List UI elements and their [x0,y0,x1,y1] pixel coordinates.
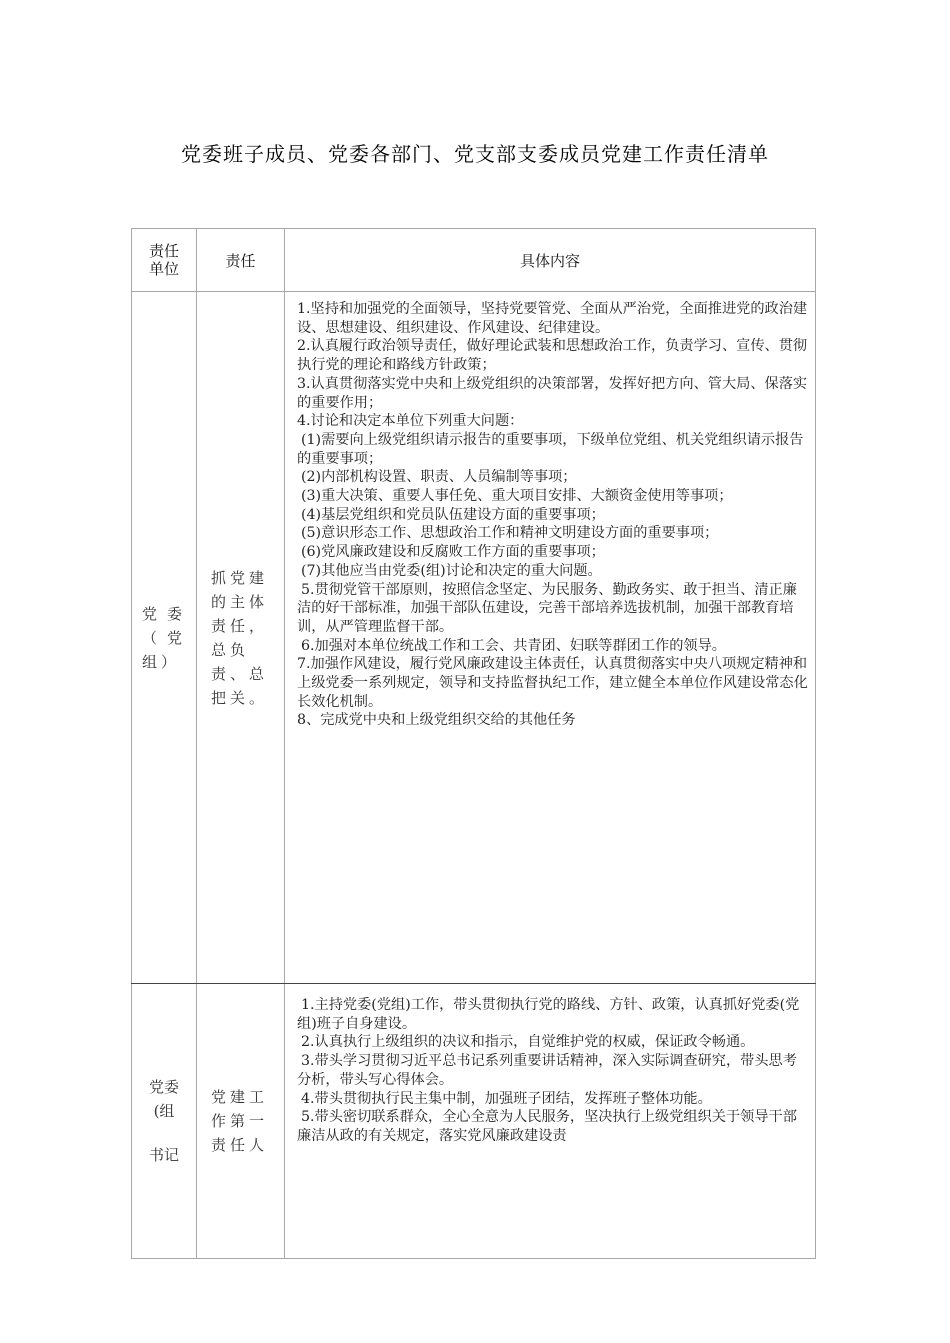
header-unit-line1: 责任 [148,242,179,260]
content-subitem: (4)基层党组织和党员队伍建设方面的重要事项； [301,506,605,523]
content-subitem: (3)重大决策、重要人事任免、重大项目安排、大额资金使用等事项； [301,488,733,505]
unit-cell [132,292,197,984]
content-cell [285,984,816,1259]
content-item: 8、完成党中央和上级党组织交给的其他任务 [297,712,576,729]
content-item: 5.贯彻党管干部原则，按照信念坚定、为民服务、勤政务实、敢于担当、清正廉洁的好干部标准，加强干部队伍建设，完善干部培养选拔机制，加强干部教育培训，从严管理监督干部。 [297,581,797,635]
content-item: 5.带头密切联系群众，全心全意为人民服务，坚决执行上级党组织关于领导干部廉洁从政的有关规定，落实党风廉政建设责 [297,1109,797,1144]
content-item: 2.认真执行上级组织的决议和指示，自觉维护党的权威，保证政令畅通。 [301,1034,755,1051]
content-subitem: (2)内部机构设置、职责、人员编制等事项； [301,469,577,486]
responsibility-table [131,228,816,1259]
content-item: 4.讨论和决定本单位下列重大问题： [297,413,524,430]
header-content: 具体内容 [285,229,816,292]
content-subitem: (1)需要向上级党组织请示报告的重要事项，下级单位党组、机关党组织请示报告的重要事项； [297,431,804,467]
content-cell [285,292,816,984]
header-unit-line2: 单位 [148,260,179,278]
content-subitem: (7)其他应当由党委(组)讨论和决定的重大问题。 [301,562,602,579]
content-item: 2.认真履行政治领导责任，做好理论武装和思想政治工作，负责学习、宣传、贯彻执行党的理论和路线方针政策； [297,338,808,374]
table-header-row [132,229,816,292]
header-unit [132,229,197,292]
content-subitem: (6)党风廉政建设和反腐败工作方面的重要事项； [301,544,605,561]
table-row [132,292,816,984]
content-item: 1.主持党委(党组)工作，带头贯彻执行党的路线、方针、政策，认真抓好党委(党组)班子自身建设。 [297,997,800,1032]
content-item: 7.加强作风建设，履行党风廉政建设主体责任，认真贯彻落实中央八项规定精神和上级党委一系列规定，领导和支持监督执纪工作，建立健全本单位作风建设常态化长效化机制。 [297,656,808,710]
content-subitem: (5)意识形态工作、思想政治工作和精神文明建设方面的重要事项； [301,525,719,542]
content-item: 6.加强对本单位统战工作和工会、共青团、妇联等群团工作的领导。 [301,637,726,654]
content-item: 1.坚持和加强党的全面领导，坚持党要管党、全面从严治党，全面推进党的政治建设、思想建设、组织建设、作风建设、纪律建设。 [297,301,808,336]
responsibility-cell: 党建工作第一责任人 [197,984,285,1259]
unit-line2: (组 [153,1102,175,1120]
unit-cell [132,984,197,1259]
unit-text: 党委（党组） [142,604,186,671]
content-item: 3.认真贯彻落实党中央和上级党组织的决策部署，发挥好把方向、管大局、保落实的重要作用； [297,375,808,411]
table-row [132,984,816,1259]
header-responsibility: 责任 [197,229,285,292]
unit-line1: 党委 [148,1078,179,1096]
page-title: 党委班子成员、党委各部门、党支部支委成员党建工作责任清单 [181,142,769,166]
unit-line3: 书记 [148,1146,179,1164]
responsibility-cell: 抓党建的主体责任，总负责、总把关。 [197,292,285,984]
content-item: 3.带头学习贯彻习近平总书记系列重要讲话精神，深入实际调查研究，带头思考分析，带头写心得体会。 [297,1053,797,1088]
content-item: 4.带头贯彻执行民主集中制，加强班子团结，发挥班子整体功能。 [301,1090,712,1107]
